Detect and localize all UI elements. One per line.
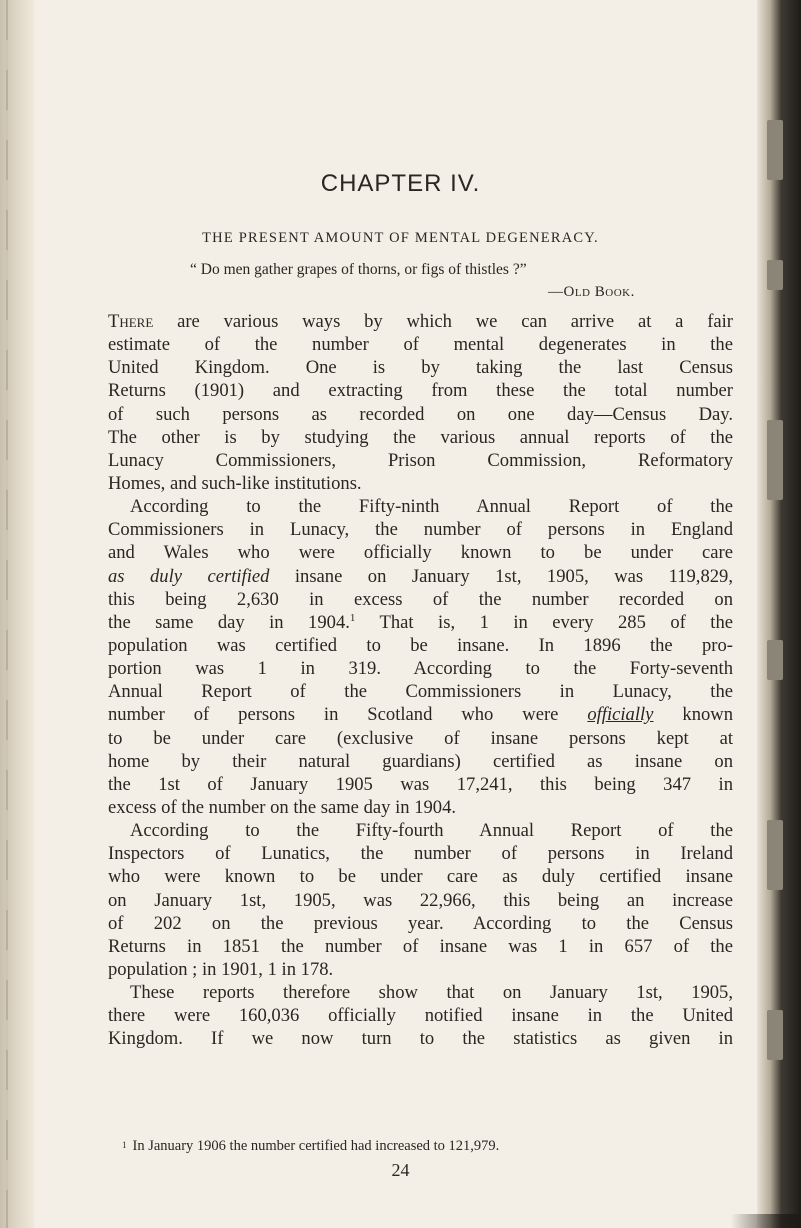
footnote-marker: 1 — [122, 1140, 127, 1150]
text-line — [108, 611, 733, 634]
text-span: That is, 1 in every 285 of the — [355, 611, 733, 633]
text-line — [108, 703, 733, 726]
text-span: known — [653, 704, 734, 726]
text-line: population ; in 1901, 1 in 178. — [108, 958, 334, 980]
text-line: of such persons as recorded on one day—Census Day. — [108, 403, 733, 425]
drop-word: There — [108, 311, 154, 332]
text-line: Commissioners in Lunacy, the number of persons in England — [108, 519, 733, 541]
text-line: this being 2,630 in excess of the number recorded on — [108, 588, 733, 610]
footnote-text: In January 1906 the number certified had increased to 121,979. — [132, 1138, 500, 1154]
italic-phrase: as duly certified — [108, 565, 270, 587]
text-line: Homes, and such-like institutions. — [108, 472, 362, 494]
text-line: of 202 on the previous year. According to the Census — [108, 912, 733, 934]
text-line: Kingdom. If we now turn to the statistics as given in — [108, 1028, 733, 1050]
footnote-marker: 1 — [349, 611, 356, 624]
text-span: insane on January 1st, 1905, was 119,829, — [269, 565, 733, 587]
underlined-word: officially — [587, 704, 654, 726]
page-number: 24 — [391, 1160, 410, 1180]
text-span: are various ways by which we can arrive at a fair — [153, 311, 733, 332]
text-line: Lunacy Commissioners, Prison Commission, Reformatory — [108, 449, 733, 471]
text-line: home by their natural guardians) certified as insane on — [108, 750, 733, 772]
text-line: and Wales who were officially known to be under care — [108, 542, 733, 564]
text-line: on January 1st, 1905, was 22,966, this being an increase — [108, 889, 733, 911]
text-line: excess of the number on the same day in 1904. — [108, 796, 457, 818]
text-line: United Kingdom. One is by taking the last Census — [108, 357, 733, 379]
text-line: who were known to be under care as duly certified insane — [108, 866, 733, 888]
text-line: the 1st of January 1905 was 17,241, this being 347 in — [108, 773, 733, 795]
epigraph-attribution: —Old Book. — [548, 284, 635, 300]
text-line — [108, 565, 733, 588]
text-span: number of persons in Scotland who were — [108, 704, 588, 726]
text-line: population was certified to be insane. In 1896 the pro- — [108, 634, 733, 656]
body-text — [108, 310, 733, 1051]
text-line: The other is by studying the various annual reports of the — [108, 426, 733, 448]
text-line: there were 160,036 officially notified insane in the United — [108, 1005, 733, 1027]
text-line: portion was 1 in 319. According to the Forty-seventh — [108, 658, 733, 680]
text-line: Returns in 1851 the number of insane was 1 in 657 of the — [108, 935, 733, 957]
chapter-heading: CHAPTER IV. — [320, 170, 481, 197]
footnote — [108, 1138, 747, 1155]
text-line: According to the Fifty-ninth Annual Report of the — [130, 496, 733, 518]
text-line: estimate of the number of mental degenerates in the — [108, 334, 733, 356]
text-line: to be under care (exclusive of insane persons kept at — [108, 727, 733, 749]
text-line: Returns (1901) and extracting from these the total number — [108, 380, 733, 402]
epigraph: “ Do men gather grapes of thorns, or figs of thistles ?” — [190, 261, 527, 278]
text-line: Inspectors of Lunatics, the number of persons in Ireland — [108, 843, 733, 865]
text-line: These reports therefore show that on January 1st, 1905, — [130, 982, 733, 1004]
text-line — [108, 310, 733, 333]
section-title: THE PRESENT AMOUNT OF MENTAL DEGENERACY. — [202, 230, 599, 246]
text-span: the same day in 1904. — [108, 611, 350, 633]
text-line: According to the Fifty-fourth Annual Report of the — [130, 820, 733, 842]
text-line: Annual Report of the Commissioners in Lunacy, the — [108, 681, 733, 703]
